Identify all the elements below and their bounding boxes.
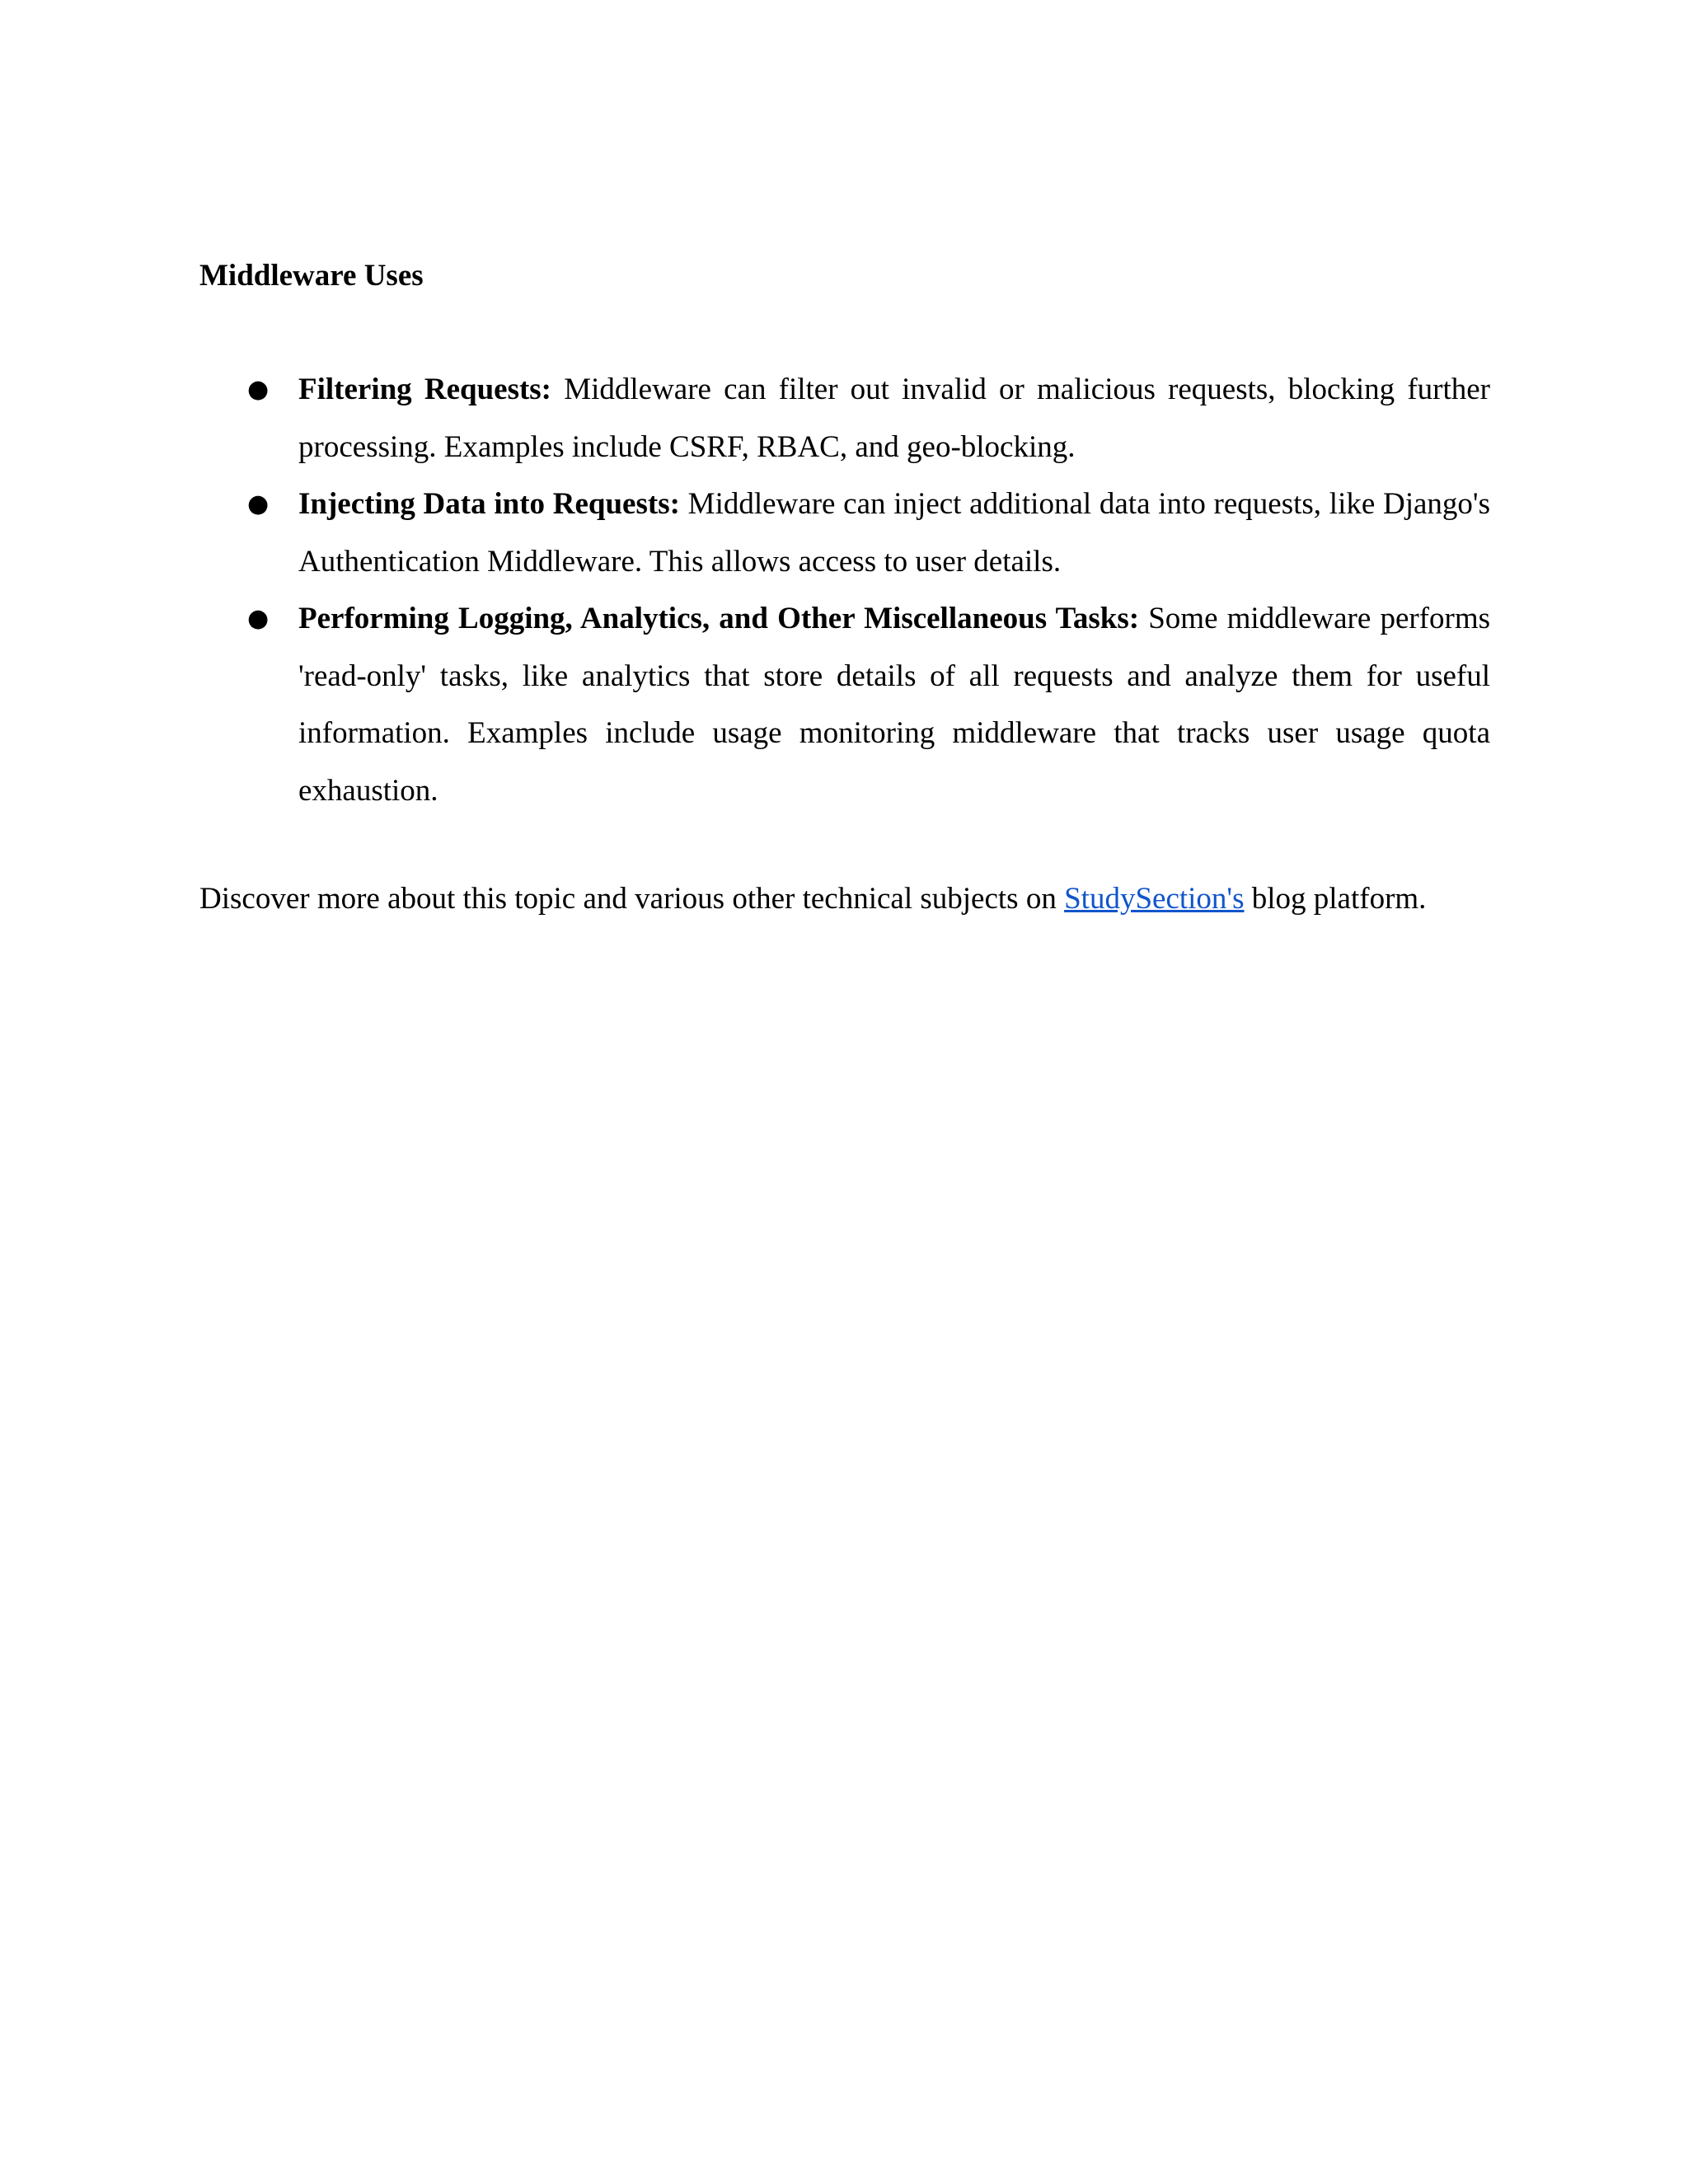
bullet-icon: ● [247, 604, 270, 633]
list-item [199, 590, 1490, 819]
closing-paragraph [199, 877, 1490, 921]
bullet-text: Middleware can inject additional data into requests, like Django's Authentication Middleware. This allows access to user details. [298, 487, 1490, 579]
bullet-icon: ● [247, 375, 270, 404]
bullet-icon: ● [247, 490, 270, 518]
studysection-link[interactable]: StudySection's [1064, 882, 1245, 916]
document-body [199, 247, 1490, 921]
list-item [199, 361, 1490, 476]
bullet-term: Injecting Data into Requests: [298, 487, 680, 521]
uses-list [199, 361, 1490, 819]
bullet-term: Performing Logging, Analytics, and Other Miscellaneous Tasks: [298, 602, 1140, 635]
bullet-term: Filtering Requests: [298, 373, 552, 406]
bullet-text: Middleware can filter out invalid or malicious requests, blocking further processing. Examples include CSRF, RBAC, and geo-blocking. [298, 373, 1491, 464]
bullet-text: Some middleware performs 'read-only' tasks, like analytics that store details of all requests and analyze them for useful information. Examples include usage monitoring middleware that tracks user usage quota exhaustion. [298, 602, 1491, 808]
closing-text-after: blog platform. [1251, 882, 1427, 916]
section-heading: Middleware Uses [199, 259, 424, 293]
list-item [199, 476, 1490, 590]
closing-text-before: Discover more about this topic and various other technical subjects on [199, 882, 1057, 916]
